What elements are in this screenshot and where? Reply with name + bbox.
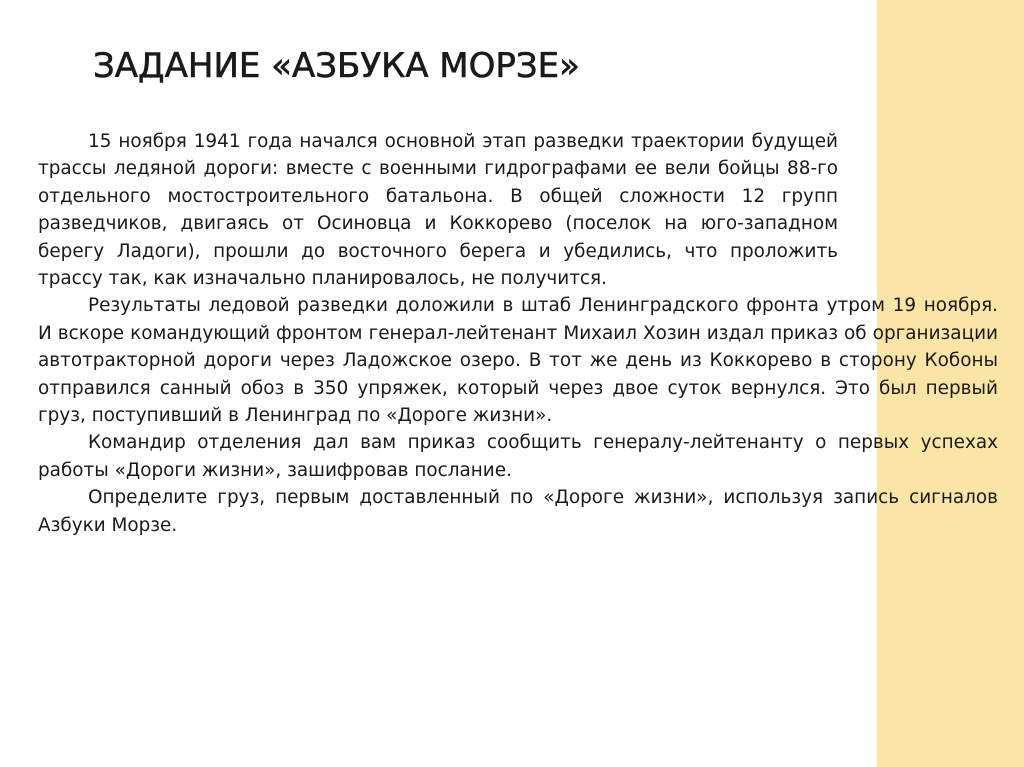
paragraph-results: Результаты ледовой разведки доложили в штаб Ленинградского фронта утром 19 ноября. И вскоре командующий фронтом генерал-лейтенант Михаил Хозин издал приказ об организации автотракторной дороги через Ладожское озеро. В тот же день из Коккорево в сторону Кобоны отправился санный обоз в 350 упряжек, который через двое суток вернулся. Это был первый груз, поступивший в Ленинград по «Дороге жизни». — [38, 295, 998, 427]
slide-body — [38, 128, 998, 539]
paragraph-reconnaissance: 15 ноября 1941 года начался основной этап разведки траектории будущей трассы ледяной дороги: вместе с военными гидрографами ее вели бойцы 88-го отдельного мостостроительного батальона. В общей сложности 12 групп разведчиков, двигаясь от Осиновца и Коккорево (поселок на юго-западном берегу Ладоги), прошли до восточного берега и убедились, что проложить трассу так, как изначально планировалось, не получится. — [38, 131, 838, 290]
slide-title: ЗАДАНИЕ «АЗБУКА МОРЗЕ» — [93, 46, 580, 86]
paragraph-task: Определите груз, первым доставленный по «Дороге жизни», используя запись сигналов Азбуки Морзе. — [38, 487, 998, 536]
paragraph-order: Командир отделения дал вам приказ сообщить генералу-лейтенанту о первых успехах работы «Дороги жизни», зашифровав послание. — [38, 432, 998, 481]
